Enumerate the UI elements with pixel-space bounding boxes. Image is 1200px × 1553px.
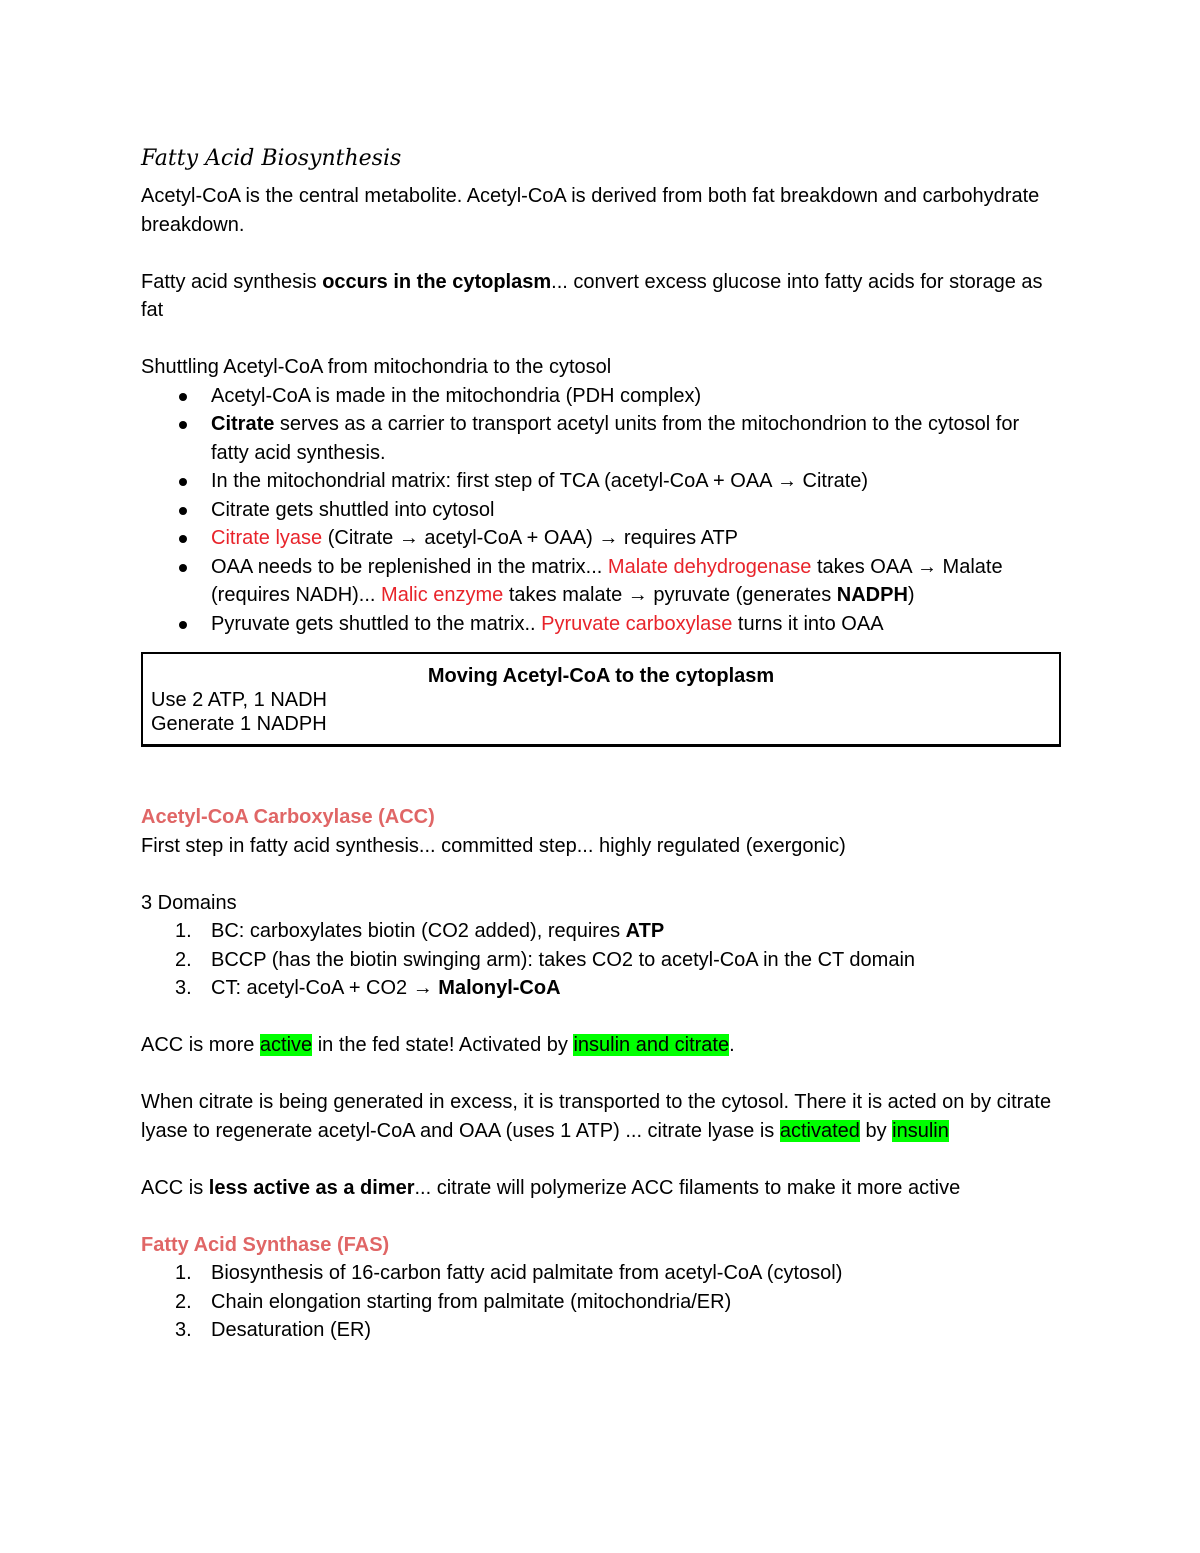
highlight: activated xyxy=(779,1119,860,1142)
bullet-icon xyxy=(179,421,187,429)
fas-list xyxy=(141,1259,1061,1345)
list-item: 2. BCCP (has the biotin swinging arm): takes CO2 to acetyl-CoA in the CT domain xyxy=(175,948,916,971)
enzyme-name: Citrate lyase xyxy=(211,527,323,549)
fas-section-heading: Fatty Acid Synthase (FAS) xyxy=(141,1233,390,1256)
enzyme-name: Malate dehydrogenase xyxy=(607,555,812,578)
document-title: Fatty Acid Biosynthesis xyxy=(141,146,402,171)
bullet-icon xyxy=(179,564,187,572)
summary-box-title: Moving Acetyl-CoA to the cytoplasm xyxy=(427,665,775,687)
domains-heading: 3 Domains xyxy=(141,891,237,914)
list-item: Pyruvate gets shuttled to the matrix.. Pyruvate carboxylase turns it into OAA xyxy=(141,610,1061,639)
intro-paragraph: Acetyl-CoA is the central metabolite. Acetyl-CoA is derived from both fat breakdown and carbohydrate breakdown. xyxy=(141,185,1040,236)
list-item: 3. Desaturation (ER) xyxy=(175,1319,372,1341)
list-item: OAA needs to be replenished in the matrix... Malate dehydrogenase takes OAA → Malate (requires NADH)... Malic enzyme takes malate → pyruvate (generates NADPH) xyxy=(141,553,1061,610)
citrate-paragraph: When citrate is being generated in excess, it is transported to the cytosol. There it is acted on by citrate lyase to regenerate acetyl-CoA and OAA (uses 1 ATP) ... citrate lyase is activated by insulin xyxy=(141,1091,1052,1142)
synthesis-location-paragraph: Fatty acid synthesis occurs in the cytoplasm... convert excess glucose into fatty acids for storage as fat xyxy=(141,270,1043,321)
document-page xyxy=(141,142,1061,1345)
list-item: 2. Chain elongation starting from palmitate (mitochondria/ER) xyxy=(175,1290,732,1313)
list-item: 1. BC: carboxylates biotin (CO2 added), requires ATP xyxy=(175,920,665,942)
list-item: 1. Biosynthesis of 16-carbon fatty acid palmitate from acetyl-CoA (cytosol) xyxy=(175,1262,843,1284)
list-item: Acetyl-CoA is made in the mitochondria (PDH complex) xyxy=(141,382,1061,411)
summary-box-line: Use 2 ATP, 1 NADH xyxy=(151,689,327,711)
dimer-paragraph: ACC is less active as a dimer... citrate will polymerize ACC filaments to make it more active xyxy=(141,1176,961,1199)
summary-box xyxy=(141,652,1061,747)
bullet-icon xyxy=(179,535,187,543)
shuttle-heading: Shuttling Acetyl-CoA from mitochondria to the cytosol xyxy=(141,356,612,378)
highlight: insulin and citrate xyxy=(573,1034,730,1056)
enzyme-name: Malic enzyme xyxy=(381,584,504,606)
shuttle-bullet-list xyxy=(141,382,1061,639)
list-item: Citrate serves as a carrier to transport acetyl units from the mitochondrion to the cytosol for fatty acid synthesis. xyxy=(141,410,1061,467)
enzyme-name: Pyruvate carboxylase xyxy=(541,612,733,635)
list-item: Citrate gets shuttled into cytosol xyxy=(141,496,1061,525)
acc-intro-paragraph: First step in fatty acid synthesis... committed step... highly regulated (exergonic) xyxy=(141,834,846,857)
highlight: active xyxy=(259,1034,313,1056)
list-item: Citrate lyase (Citrate → acetyl-CoA + OAA) → requires ATP xyxy=(141,524,1061,553)
list-item: In the mitochondrial matrix: first step of TCA (acetyl-CoA + OAA → Citrate) xyxy=(141,467,1061,496)
fed-state-paragraph: ACC is more active in the fed state! Activated by insulin and citrate. xyxy=(141,1034,735,1056)
summary-box-line: Generate 1 NADPH xyxy=(151,713,327,735)
bullet-icon xyxy=(179,621,187,629)
bullet-icon xyxy=(179,478,187,486)
bullet-icon xyxy=(179,507,187,515)
bold-phrase: occurs in the cytoplasm xyxy=(322,270,552,293)
highlight: insulin xyxy=(892,1119,949,1142)
list-item: 3. CT: acetyl-CoA + CO2 → Malonyl-CoA xyxy=(175,977,561,999)
domains-list xyxy=(141,917,1061,1003)
acc-section-heading: Acetyl-CoA Carboxylase (ACC) xyxy=(141,806,435,828)
bullet-icon xyxy=(179,393,187,401)
